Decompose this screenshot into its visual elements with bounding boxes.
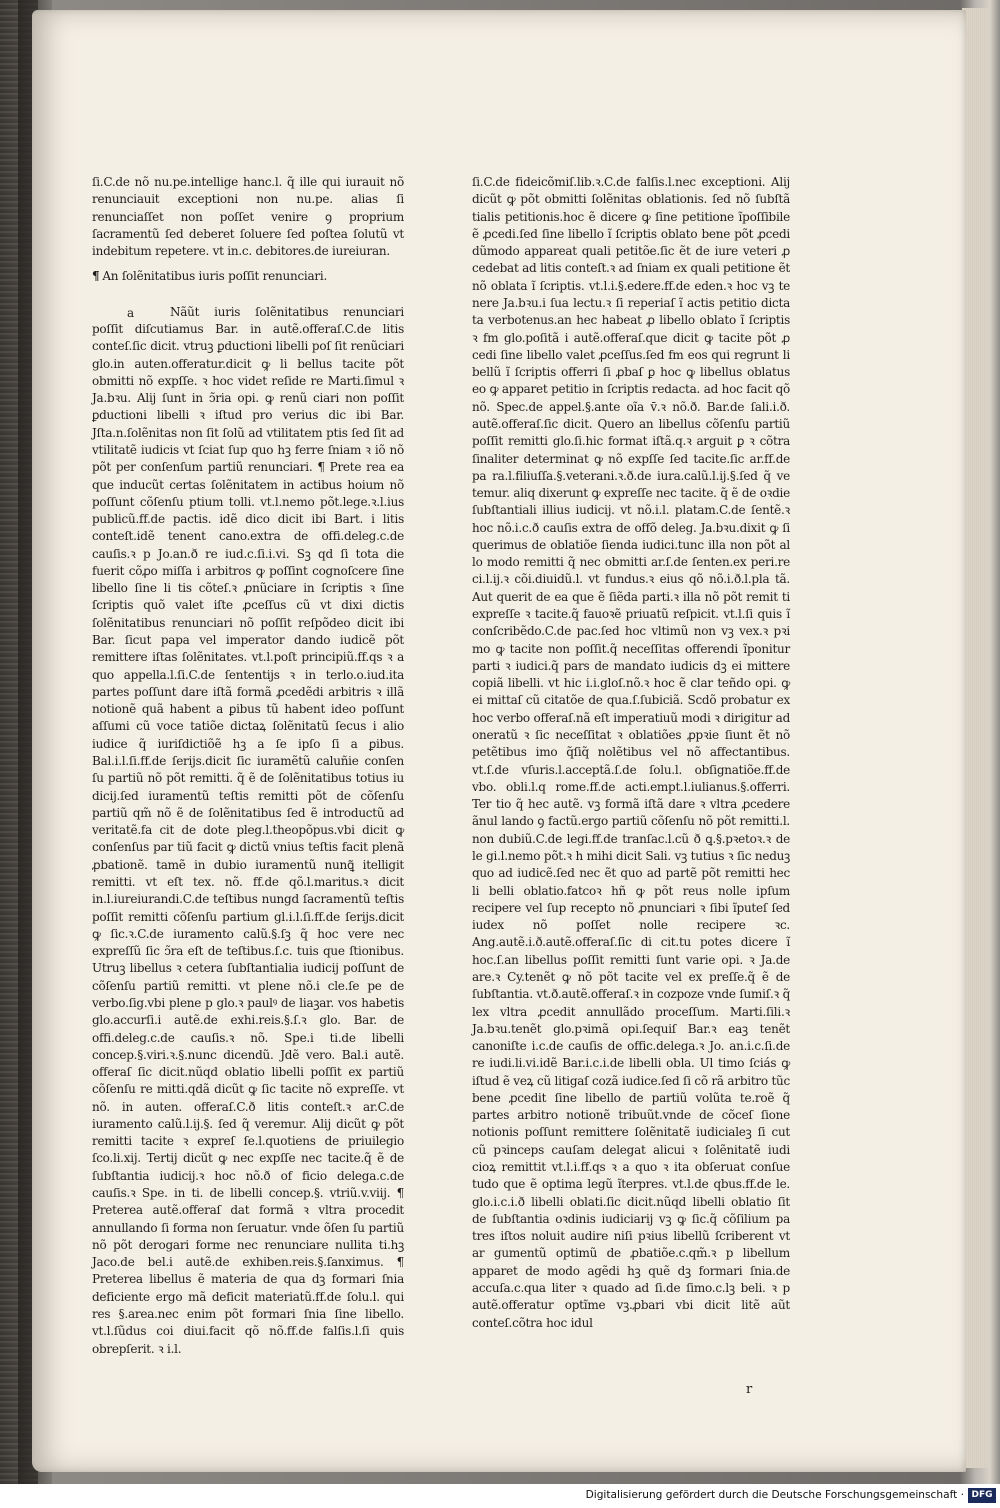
dfg-logo: DFG xyxy=(968,1488,996,1503)
section-heading-text: An ſolẽnitatibus iuris poſſit renunciari. xyxy=(102,269,328,284)
section-heading xyxy=(92,268,404,285)
document-page xyxy=(32,10,966,1472)
text-column-left xyxy=(92,174,404,1358)
marginal-letter: a xyxy=(127,305,134,320)
funding-credit: Digitalisierung gefördert durch die Deutsche Forschungsgemeinschaft · xyxy=(585,1489,964,1501)
right-column-paragraph: ſi.C.de fideicõmiſ.lib.ꝛ.C.de falſis.l.nec exceptioni. Alij dicũt ꝙ põt obmitti ſolẽnitas oblationis. ſed nõ ſubſtã tialis petitionis.hoc ẽ dicere ꝙ ſine petitione ĩpoſſibile ẽ ꝓcedi.ſed ſine libello ĩ ſcriptis oblato bene põt ꝓcedi dũmodo appareat quali petitõe.ſic ẽt de iure veteri ꝓ cedebat ad litis conteſt.ꝛ ad ſniam ex quali petitione ẽt nõ oblata ĩ ſcriptis. vt.l.i.§.edere.ff.de eden.ꝛ hoc vꝫ te nere Ja.bꝛu.i ſua lectu.ꝛ ſi reperiaſ ĩ actis petitio dicta ta verbotenus.an hec habeat ꝓ libello oblato ĩ ſcriptis ꝛ fm glo.poſitã i autẽ.offeraſ.que dicit ꝙ tacite põt ꝓ cedi ſine libello valet ꝓceſſus.ſed fm eos qui regrunt li bellũ ĩ ſcriptis offerri ſi ꝓbaſ ꝑ hoc ꝙ libellus oblatus eo ꝙ apparet petitio in ſcriptis redacta. ad hoc facit qõ nõ. Spec.de appel.§.ante oĩa v̄.ꝛ nõ.ð. Bar.de ſali.i.ð. autẽ.offeraſ.ſic dicit. Quero an libellus cõſenſu partiũ poſſit remitti glo.ſi.hic format iſtã.q.ꝛ arguit ꝑ ꝛ cõtra ſinaliter determinat ꝙ nõ expſſe ſed tacite.ſic ar.ff.de pa ra.l.filiuſſa.§.veterani.ꝛ.ð.de iura.calũ.l.ij.§.ſed q̃ ve temur. aliq dixerunt ꝙ expreſſe nec tacite. q̃ ẽ de oꝛdie ſubſtantiali illius iudicij. vt nõ.i.l. platam.C.de ſentẽ.ꝛ hoc nõ.i.c.ð cauſis extra de offõ deleg. Ja.bꝛu.dixit ꝙ ſi querimus de oblatiõe ſienda iudici.tunc illa non põt al lo modo remitti q̃ nec obmitti ar.ſ.de ſenten.ex peri.re ci.l.ij.ꝛ cõi.diuidũ.l. vt fundus.ꝛ eius qõ nõ.i.ð.l.pla tã. Aut querit de ea que ẽ ſiẽda parti.ꝛ illa nõ põt remit ti expreſſe ꝛ tacite.q̃ fauoꝛẽ priuatũ reſpicit. vt.l.ſi quis ĩ conſcribẽdo.C.de pac.ſed hoc vltimũ non vꝫ vex.ꝛ pꝛi mo ꝙ tacite non poſſit.q̃ neceſſitas offerendi ĩponitur parti ꝛ iudici.q̃ pars de mandato iudicis dꝫ ei mittere copiã libelli. vt hic i.i.gloſ.nõ.ꝛ hoc ẽ clar teñdo opi. ꝙ ei mittaſ cũ citatõe de qua.ſ.ſubiciã. Scdõ probatur ex hoc verbo offeraſ.nã eſt imperatiuũ modi ꝛ dirigitur ad oneratũ ꝛ ſic neceſſitat ꝛ oblatiões ꝓpꝛie ſiunt ẽt nõ petẽtibus imo q̃ſiq̃ nolẽtibus vel nõ affectantibus. vt.ſ.de vſuris.l.acceptã.ſ.de ſolu.l. obſignatiõe.ff.de vbo. obli.l.q rome.ff.de acti.empt.l.iulianus.§.offerri. Ter tio q̃ hec autẽ. vꝫ formã iſtã dare ꝛ vltra ꝓcedere ãnul lando ꝯ factũ.ergo partiũ cõſenſu nõ põt remitti.l. non dubiũ.C.de legi.ff.de tranſac.l.cũ ð ꝗ.§.pꝛetoꝛ.ꝛ de le gi.l.nemo põt.ꝛ h mihi dicit Sali. vꝫ tutius ꝛ ſic neduꝫ quo ad iudicẽ.ſed nec ẽt quo ad partẽ põt remitti hec li belli oblatio.fatcoꝛ hñ ꝙ põt reus nolle ipſum recipere vel ſup recepto nõ ꝓnunciari ꝛ ſibi ĩputeſ ſed iudex nõ poſſet nolle recipere ꝛc. Ang.autẽ.i.ð.autẽ.offeraſ.ſic di cit.tu potes dicere ĩ hoc.ſ.an libellus poſſit remitti ſunt varie opi. ꝛ Ja.de are.ꝛ Cy.tenẽt ꝙ nõ põt tacite vel ex preſſe.q̃ ẽ de ſubſtantia. vt.ð.autẽ.offeraſ.ꝛ in cozpoze vnde ſumiſ.ꝛ q̃ lex vltra ꝓcedit annullãdo proceſſum. Marti.ſili.ꝛ Ja.bꝛu.tenẽt glo.pꝛimã opi.ſequiſ Bar.ꝛ eaꝫ tenẽt canoniſte i.c.de cauſis de offic.delega.ꝛ Jo. an.i.c.ſi.de re iudi.li.vi.idẽ Bar.i.c.i.de libelli obla. Ul timo ſciás ꝙ iſtud ẽ veꝝ cũ litigaſ cozã iudice.ſed ſi cõ rã arbitro tũc bene ꝓcedit ſine libello de partiũ volũta te.roẽ q̃ partes arbitro notionẽ tribuũt.vnde de cõceſ ſione notionis poſſunt remittere ſolẽnitatẽ iudicialeꝫ ſi cut cũ pꝛinceps cauſam delegat alicui ꝛ ſolẽnitatẽ iudi cioꝝ remittit vt.l.i.ff.qs ꝛ a quo ꝛ ita obſeruat conſue tudo que ẽ optima legũ ĩterpres. vt.l.de qbus.ff.de le. glo.i.c.i.ð libelli oblati.ſic dicit.nũqd libelli oblatio ſit de ſubſtantia oꝛdinis iudiciarij vꝫ ꝙ ſic.q̃ cõſilium pa tres iſtos noluit audire niſi pꝛius libellũ ſcriberent vt ar gumentũ optimũ de ꝓbatiõe.c.qm̃.ꝛ p libellum apparet de modo agẽdi hꝫ quẽ dꝫ formari ſnia.de accuſa.c.qua liter ꝛ quado ad ſi.de ſimo.c.lꝫ beli. ꝛ p autẽ.offeratur optĩme vꝫ.ꝓbari vbi dicit litẽ aũt conteſ.cõtra hoc idul xyxy=(472,175,790,1330)
opening-paragraph: ſi.C.de nõ nu.pe.intellige hanc.l. q̃ ille qui iurauit nõ renunciauit exceptioni non nu.pe. alias ſi renunciaſſet non poſſet venire ꝯ proprium ſacramentũ ſed deberet ſoluere ſed poſtea ſolutũ vt indebitum repetere. vt in.c. debitores.de iureiuran. xyxy=(92,175,404,259)
pilcrow-mark: ¶ xyxy=(92,269,100,284)
footer-bar xyxy=(0,1484,1000,1508)
main-paragraph-block xyxy=(92,304,404,1358)
main-paragraph: Nãũt iuris ſolẽnitatibus renunciari poſſit diſcutiamus Bar. in autẽ.offeraſ.C.de litis conteſ.ſic dicit. vtruꝫ ꝑductioni libelli poſ ſit renũciari glo.in auten.offeratur.dicit ꝙ li bellus tacite põt obmitti nõ expſſe. ꝛ hoc videt reſide re Marti.ſimul ꝛ Ja.bꝛu. Alij ſunt in ↄ̃ria opi. ꝙ renũ ciari non poſſit ꝑductioni libelli ꝛ iſtud pro verius dic ibi Bar. Jſta.n.ſolẽnitas non ſit ſolũ ad vtilitatem ptis ſed ſit ad vtilitatẽ iudicis vt ſciat ſup quo hꝫ ferre ſniam ꝛ iõ nõ põt per conſenſum partiũ renunciari. ¶ Prete rea ea que inducũt certas ſolẽnitatem in actibus hoium nõ poſſunt cõſenſu ptium tolli. vt.l.nemo põt.lege.ꝛ.l.ius publicũ.ff.de pactis. idẽ dico dicit ibi Bart. i litis conteſt.idẽ tenent cano.extra de offi.deleg.c.de cauſis.ꝛ p Jo.an.ð re iud.c.ſi.i.vi. Sꝫ qd ſi tota die fuerit cõꝓo miſſa i arbitros ꝙ poſſint cognoſcere ſine libello ſine li tis cõteſ.ꝛ ꝓnũciare in ſcriptis ꝛ ſine ſcriptis quõ valet iſte ꝓceſſus cũ vt dixi dictis ſolẽnitatibus renunciari nõ poſſit reſpõdeo dicit ibi Bar. ſicut papa vel imperator dando iudicẽ põt remittere iſtas ſolẽnitates. vt.l.poſt principiũ.ff.qs ꝛ a quo appella.l.ſi.C.de ſententijs ꝛ in terlo.o.iud.ita partes poſſunt dare iſtã formã ꝓcedẽdi arbitris ꝛ illã notionẽ quã habent a ꝑibus tũ habent ideo poſſunt aſſumi cũ voce tatiõe dictaꝝ ſolẽnitatũ ſecus i alio iudice q̃ iuriſdictiõẽ hꝫ a ſe ipſo ſi a ꝑibus. Bal.i.l.ſi.ff.de ſerijs.dicit ſic iuramẽtũ caluñie conſen ſu partiũ nõ põt remitti. q̃ ẽ de ſolẽnitatibus totius iu dicij.ſed iuramentũ teſtis remitti põt de cõſenſu partiũ qm̃ nõ ẽ de ſolẽnitatibus ſed ẽ introductũ ad veritatẽ.fa cit de dote pleg.l.theopõpus.vbi dicit ꝙ conſenſus par tiũ facit ꝙ dictũ vnius teſtis facit plenã ꝓbationẽ. tamẽ in dubio iuramentũ nunꝗ̃ itelligit remitti. vt eſt tex. nõ. ff.de qõ.l.maritus.ꝛ dicit in.l.iureiurandi.C.de teſtibus nungd ſacramentũ teſtis poſſit remitti cõſenſu partium gl.i.l.ſi.ff.de ſerijs.dicit ꝙ ſic.ꝛ.C.de iuramento calũ.§.ſꝫ q̃ hoc vere nec expreſſũ ſic ↄ̃ra eſt de teſtibus.ſ.c. tuis que ſtionibus. Utruꝫ libellus ꝛ cetera ſubſtantialia iudicij poſſunt de cõſenſu partiũ remitti. vt plene nõ.i cle.ſe pe de verbo.ſig.vbi plene p glo.ꝛ paulꝰ de liaꝫar. vos habetis glo.accurſi.i autẽ.de exhi.reis.§.ſ.ꝛ glo. Bar. de offi.deleg.c.de cauſis.ꝛ nõ. Spe.i ti.de libelli concep.§.viri.ꝛ.§.nunc dicendũ. Jdẽ vero. Bal.i autẽ. offeraſ ſic dicit.nũqd oblatio libelli poſſit ex partiũ cõſenſu re mitti.qdã dicũt ꝙ ſic tacite nõ expreſſe. vt nõ. in auten. offeraſ.C.ð litis conteſt.ꝛ ar.C.de iuramento calũ.l.ij.§. ſed q̃ veremur. Alij dicũt ꝙ põt remitti tacite ꝛ expreſ ſe.l.quotiens de priuilegio ſco.li.xij. Tertij dicũt ꝙ nec expſſe nec tacite.q̃ ẽ de ſubſtantia iudicij.ꝛ hoc nõ.ð of ficio delega.c.de cauſis.ꝛ Spe. in ti. de libelli concep.§. vtriũ.v.viij. ¶ Preterea autẽ.offeraſ dat formã ꝛ vltra procedit annullando ſi forma non ſeruatur. vnde õſen ſu partiũ nõ põt derogari forme nec renunciare nullita ti.hꝫ Jaco.de bel.i autẽ.de exhiben.reis.§.ſanximus. ¶ Preterea libellus ẽ materia de qua dꝫ formari ſnia deficiente ergo mã deficit materiatũ.ff.de ſolu.l. qui res §.area.nec enim põt formari ſnia ſine libello. vt.l.ſũdus coi diui.facit qõ nõ.ff.de falſis.l.ſi quis obrepſerit. ꝛ i.l. xyxy=(92,304,404,1356)
text-column-right xyxy=(472,174,790,1332)
signature-mark: r xyxy=(746,1382,753,1397)
